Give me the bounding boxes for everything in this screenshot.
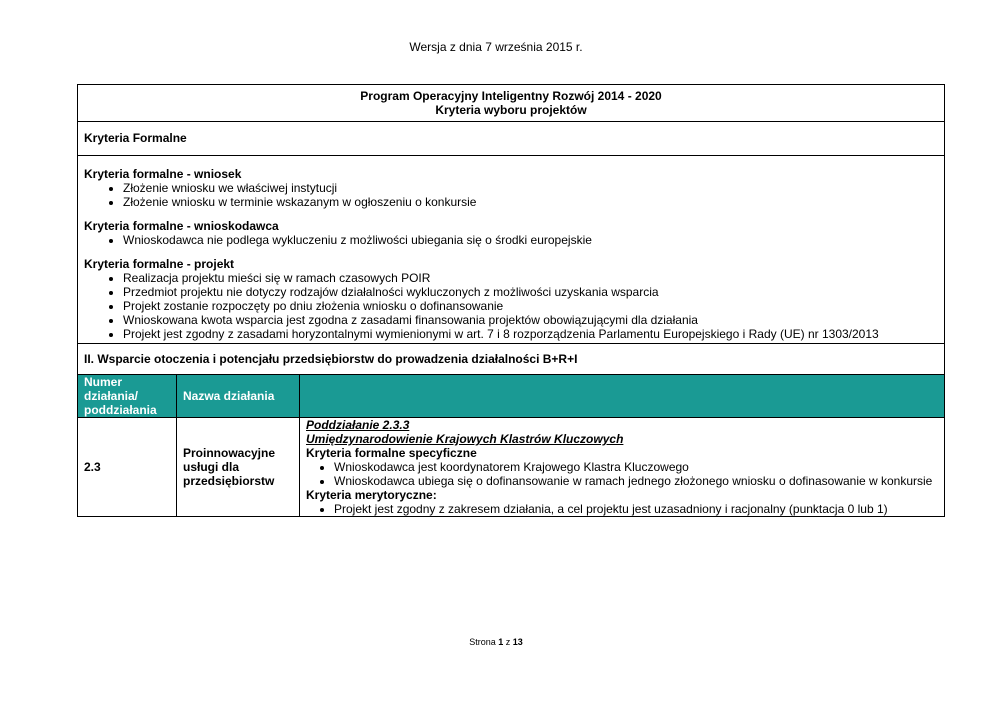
list-item: • Projekt jest zgodny z zasadami horyzontalnymi wymienionymi w art. 7 i 8 rozporządzenia Parlamentu Europejskiego i Rady (UE) nr 1303/2013: [123, 327, 938, 341]
group-title: Kryteria formalne - projekt: [84, 257, 235, 271]
list-item: • Złożenie wniosku we właściwej instytucji: [123, 181, 938, 195]
criteria-group-project: [84, 257, 938, 341]
table-row: [78, 418, 945, 517]
list-item: • Projekt jest zgodny z zakresem działania, a cel projektu jest uzasadniony i racjonalny (punktacja 0 lub 1): [334, 502, 938, 516]
column-header-details: [300, 375, 945, 418]
measure-details: [300, 418, 945, 517]
measure-number: 2.3: [78, 418, 177, 517]
column-header-name: Nazwa działania: [177, 375, 300, 418]
criteria-table: [77, 84, 945, 517]
formal-criteria-cell: [78, 156, 945, 344]
list-item: • Realizacja projektu mieści się w ramach czasowych POIR: [123, 271, 938, 285]
subaction-name: Umiędzynarodowienie Krajowych Klastrów Kluczowych: [306, 432, 624, 446]
criteria-group-applicant: [84, 219, 938, 247]
list-item: • Wnioskodawca nie podlega wykluczeniu z możliwości ubiegania się o środki europejskie: [123, 233, 938, 247]
page-number: 1: [498, 637, 504, 647]
list-item: • Wnioskodawca ubiega się o dofinansowanie w ramach jednego złożonego wniosku o dofinasowanie w konkursie: [334, 474, 938, 488]
criteria-group-application: [84, 167, 938, 209]
subaction-number: Poddziałanie 2.3.3: [306, 418, 410, 432]
page-total: 13: [512, 637, 523, 647]
specific-criteria-title: Kryteria formalne specyficzne: [306, 446, 477, 460]
program-title: Program Operacyjny Inteligentny Rozwój 2014 - 2020: [360, 89, 662, 103]
section-ii-heading: II. Wsparcie otoczenia i potencjału przedsiębiorstw do prowadzenia działalności B+R+I: [78, 344, 945, 375]
list-item: • Przedmiot projektu nie dotyczy rodzajów działalności wykluczonych z możliwości uzyskania wsparcia: [123, 285, 938, 299]
page-footer: [0, 637, 992, 647]
list-item: • Wnioskodawca jest koordynatorem Krajowego Klastra Kluczowego: [334, 460, 938, 474]
criteria-subtitle: Kryteria wyboru projektów: [435, 103, 587, 117]
page-separator: z: [505, 637, 511, 647]
column-header-row: [78, 375, 945, 418]
section-formal-heading: Kryteria Formalne: [78, 122, 945, 156]
column-header-number: Numer działania/ poddziałania: [78, 375, 177, 418]
list-item: • Złożenie wniosku w terminie wskazanym w ogłoszeniu o konkursie: [123, 195, 938, 209]
group-title: Kryteria formalne - wnioskodawca: [84, 219, 279, 233]
measure-name: Proinnowacyjne usługi dla przedsiębiorstw: [177, 418, 300, 517]
list-item: • Projekt zostanie rozpoczęty po dniu złożenia wniosku o dofinansowanie: [123, 299, 938, 313]
merit-criteria-title: Kryteria merytoryczne:: [306, 488, 437, 502]
group-title: Kryteria formalne - wniosek: [84, 167, 242, 181]
document-version-header: Wersja z dnia 7 września 2015 r.: [409, 40, 583, 54]
page-label: Strona: [469, 637, 496, 647]
table-title: [78, 85, 945, 122]
list-item: • Wnioskowana kwota wsparcia jest zgodna z zasadami finansowania projektów obowiązującymi dla działania: [123, 313, 938, 327]
